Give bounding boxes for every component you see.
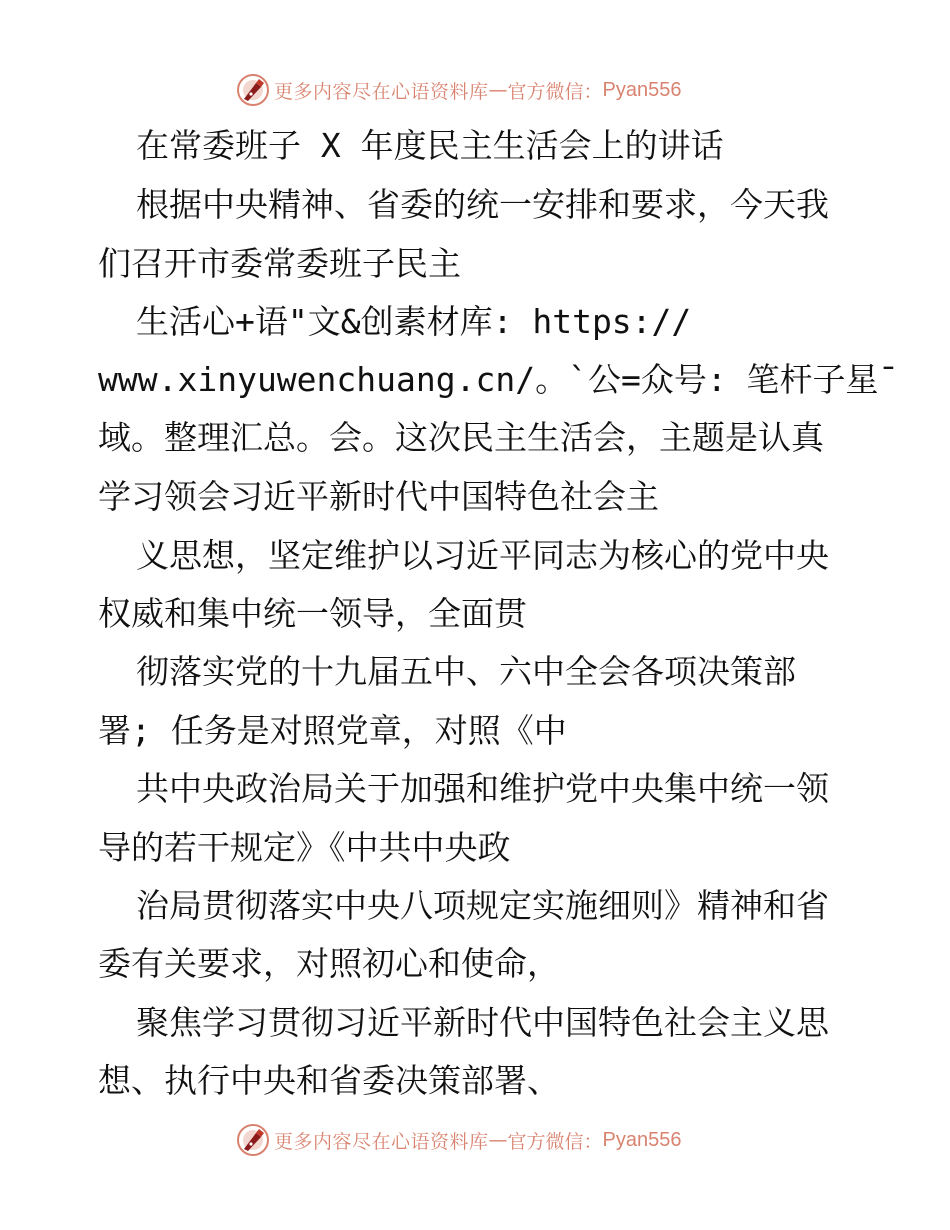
- body-line: 学习领会习近平新时代中国特色社会主: [98, 477, 659, 516]
- body-line: 聚焦学习贯彻习近平新时代中国特色社会主义思: [136, 1003, 829, 1042]
- header-banner: [236, 72, 682, 108]
- body-line: 根据中央精神、省委的统一安排和要求，今天我: [136, 185, 829, 224]
- footer-wechat-label: 官方微信：: [507, 1130, 603, 1153]
- body-line: www.xinyuwenchuang.cn/。`公=众号: 笔杆子星¯: [98, 360, 899, 399]
- header-wechat-id: Pyan556: [602, 78, 682, 101]
- header-banner-separator: —: [488, 79, 508, 101]
- body-line: 署; 任务是对照党章，对照《中: [98, 711, 567, 750]
- footer-banner-text: 更多内容尽在心语资料库: [274, 1130, 489, 1153]
- pen-nib-logo-icon: [236, 1123, 270, 1157]
- footer-banner-separator: —: [488, 1129, 508, 1151]
- document-title: 在常委班子 X 年度民主生活会上的讲话: [136, 126, 724, 165]
- body-line: 权威和集中统一领导，全面贯: [98, 594, 527, 633]
- footer-banner: [236, 1122, 682, 1158]
- header-wechat-label: 官方微信：: [507, 80, 603, 103]
- footer-wechat-id: Pyan556: [602, 1128, 682, 1151]
- body-line: 义思想，坚定维护以习近平同志为核心的党中央: [136, 536, 829, 575]
- body-line: 导的若干规定》《中共中央政: [98, 828, 511, 867]
- header-banner-text: 更多内容尽在心语资料库: [274, 80, 489, 103]
- body-line: 委有关要求，对照初心和使命，: [98, 944, 560, 983]
- body-line: 共中央政治局关于加强和维护党中央集中统一领: [136, 769, 829, 808]
- body-line: 彻落实党的十九届五中、六中全会各项决策部: [136, 652, 796, 691]
- body-line: 治局贯彻落实中央八项规定实施细则》精神和省: [136, 886, 829, 925]
- body-line: 域。整理汇总。会。这次民主生活会，主题是认真: [98, 418, 824, 457]
- body-line: 们召开市委常委班子民主: [98, 244, 461, 283]
- body-line: 想、执行中央和省委决策部署、: [98, 1061, 560, 1100]
- pen-nib-logo-icon: [236, 73, 270, 107]
- body-line: 生活心+语"文&创素材库: https://: [136, 302, 692, 341]
